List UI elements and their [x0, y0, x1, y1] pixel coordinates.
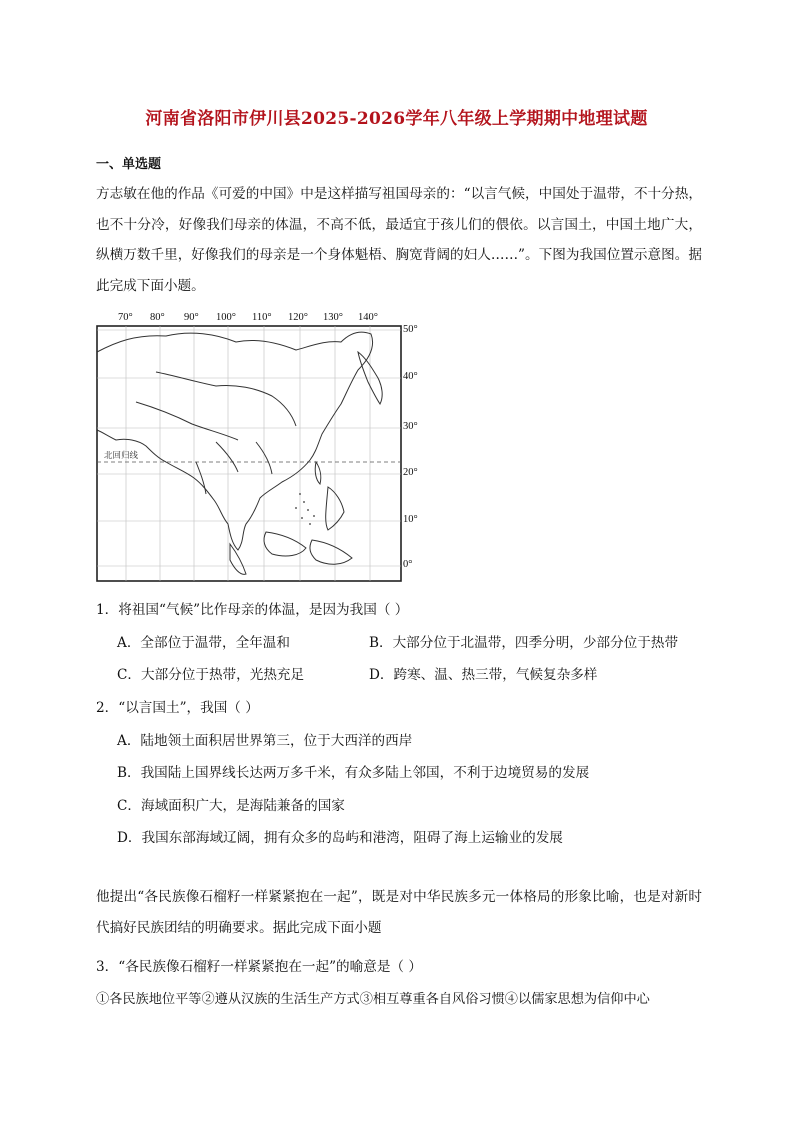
- lon-label-120: 120°: [288, 312, 308, 323]
- lat-label-0: 0°: [403, 559, 413, 570]
- q2-option-d[interactable]: D．我国东部海域辽阔，拥有众多的岛屿和港湾，阻碍了海上运输业的发展: [117, 830, 563, 846]
- map-graphic: [96, 312, 436, 586]
- lat-label-20: 20°: [403, 467, 418, 478]
- lat-label-40: 40°: [403, 371, 418, 382]
- q2-option-c[interactable]: C．海域面积广大，是海陆兼备的国家: [117, 798, 345, 814]
- second-paragraph: 他提出“各民族像石榴籽一样紧紧抱在一起”，既是对中华民族多元一体格局的形象比喻，也是对新时代搞好民族团结的明确要求。据此完成下面小题: [96, 889, 702, 936]
- q3-options-line: ①各民族地位平等②遵从汉族的生活生产方式③相互尊重各自风俗习惯④以儒家思想为信仰中心: [96, 992, 650, 1007]
- lon-label-130: 130°: [323, 312, 343, 323]
- lon-label-80: 80°: [150, 312, 165, 323]
- lon-label-110: 110°: [252, 312, 272, 323]
- q2-option-b[interactable]: B．我国陆上国界线长达两万多千米，有众多陆上邻国，不利于边境贸易的发展: [117, 765, 590, 781]
- lat-label-10: 10°: [403, 514, 418, 525]
- lon-label-70: 70°: [118, 312, 133, 323]
- lat-label-30: 30°: [403, 421, 418, 432]
- q2-option-a[interactable]: A．陆地领土面积居世界第三，位于大西洋的西岸: [117, 733, 413, 749]
- q1-option-d[interactable]: D．跨寒、温、热三带，气候复杂多样: [369, 667, 598, 683]
- lon-label-140: 140°: [358, 312, 378, 323]
- section-heading: 一、单选题: [96, 157, 162, 172]
- china-location-map: [96, 312, 436, 586]
- map-frame: [97, 326, 401, 581]
- q3-stem: 3．“各民族像石榴籽一样紧紧抱在一起”的喻意是（ ）: [96, 959, 422, 975]
- q1-stem: 1．将祖国“气候”比作母亲的体温，是因为我国（ ）: [96, 602, 409, 618]
- q1-option-b[interactable]: B．大部分位于北温带，四季分明，少部分位于热带: [369, 635, 679, 651]
- q2-stem: 2．“以言国土”，我国（ ）: [96, 700, 259, 716]
- lon-label-90: 90°: [184, 312, 199, 323]
- lat-label-50: 50°: [403, 324, 418, 335]
- tropic-label: 北回归线: [104, 451, 139, 461]
- exam-title: 河南省洛阳市伊川县2025-2026学年八年级上学期期中地理试题: [145, 109, 648, 129]
- lon-label-100: 100°: [216, 312, 236, 323]
- q1-option-c[interactable]: C．大部分位于热带，光热充足: [117, 667, 305, 683]
- q1-option-a[interactable]: A．全部位于温带，全年温和: [117, 635, 290, 651]
- intro-paragraph: 方志敏在他的作品《可爱的中国》中是这样描写祖国母亲的：“以言气候，中国处于温带，不十分热，也不十分冷，好像我们母亲的体温，不高不低，最适宜于孩儿们的偎依。以言国土，中国土地广大，纵横万数千里，好像我们的母亲是一个身体魁梧、胸宽背阔的妇人……”。下图为我国位置示意图。据此完成下面小题。: [96, 186, 702, 294]
